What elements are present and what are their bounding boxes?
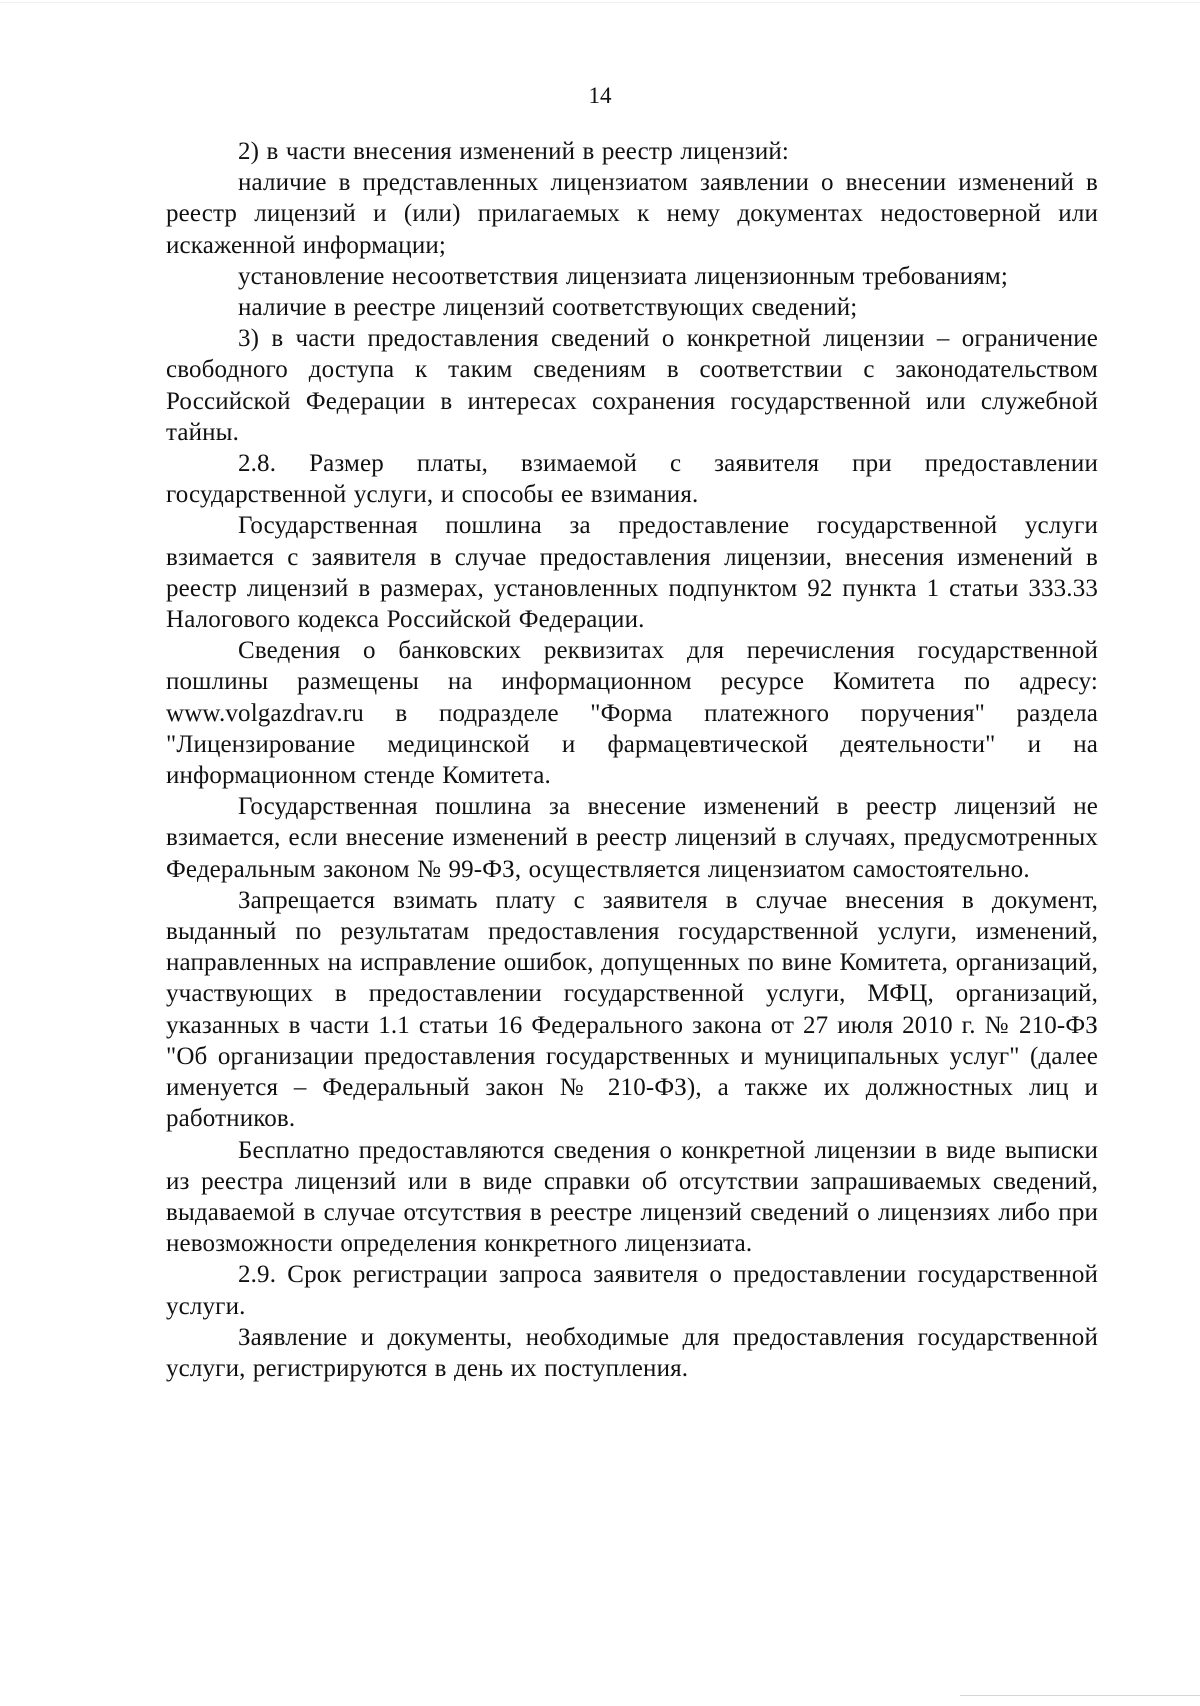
document-body [166,136,1098,1384]
paragraph-free-license-information: Бесплатно предоставляются сведения о конкретной лицензии в виде выписки из реестра лицензий или в виде справки об отсутствии запрашиваемых сведений, выдаваемой в случае отсутствия в реестре лицензий сведений о лицензиях либо при невозможности определения конкретного лицензиата. [166,1136,1098,1258]
paragraph-noncompliance: установление несоответствия лицензиата лицензионным требованиям; [238,262,1008,290]
paragraph-existing-records: наличие в реестре лицензий соответствующих сведений; [238,294,858,322]
paragraph-registry-changes-heading: 2) в части внесения изменений в реестр лицензий: [238,138,789,165]
scan-edge-bottom [960,1695,1200,1696]
paragraph-registration-timing: Заявление и документы, необходимые для предоставления государственной услуги, регистрируются в день их поступления. [166,1323,1098,1382]
paragraph-state-duty: Государственная пошлина за предоставление государственной услуги взимается с заявителя в случае предоставления лицензии, внесения изменений в реестр лицензий в размерах, установленных подпунктом 92 пункта 1 статьи 333.33 Налогового кодекса Российской Федерации. [166,512,1098,634]
page-number: 14 [588,83,612,108]
paragraph-false-information: наличие в представленных лицензиатом заявлении о внесении изменений в реестр лицензий и (или) прилагаемых к нему документах недостоверной или искаженной информации; [166,169,1098,259]
paragraph-no-duty-for-self-changes: Государственная пошлина за внесение изменений в реестр лицензий не взимается, если внесение изменений в реестр лицензий в случаях, предусмотренных Федеральным законом № 99-ФЗ, осуществляется лицензиатом самостоятельно. [166,793,1098,883]
paragraph-bank-details: Сведения о банковских реквизитах для перечисления государственной пошлины размещены на информационном ресурсе Комитета по адресу: www.volgazdrav.ru в подразделе "Форма платежного поручения" раздела "Лицензирование медицинской и фармацевтической деятельности" и на информационном стенде Комитета. [166,637,1098,790]
paragraph-error-correction-free: Запрещается взимать плату с заявителя в случае внесения в документ, выданный по результатам предоставления государственной услуги, изменений, направленных на исправление ошибок, допущенных по вине Комитета, организаций, участвующих в предоставлении государственной услуги, МФЦ, организаций, указанных в части 1.1 статьи 16 Федерального закона от 27 июля 2010 г. № 210-ФЗ "Об организации предоставления государственных и муниципальных услуг" (далее именуется – Федеральный закон № 210-ФЗ), а также их должностных лиц и работников. [166,886,1098,1133]
paragraph-section-2-9: 2.9. Срок регистрации запроса заявителя о предоставлении государственной услуги. [166,1261,1098,1320]
paragraph-section-2-8: 2.8. Размер платы, взимаемой с заявителя при предоставлении государственной услуги, и способы ее взимания. [166,450,1098,509]
scan-edge-top [0,2,1200,3]
paragraph-license-information-limits: 3) в части предоставления сведений о конкретной лицензии – ограничение свободного доступа к таким сведениям в соответствии с законодательством Российской Федерации в интересах сохранения государственной или служебной тайны. [166,325,1098,446]
